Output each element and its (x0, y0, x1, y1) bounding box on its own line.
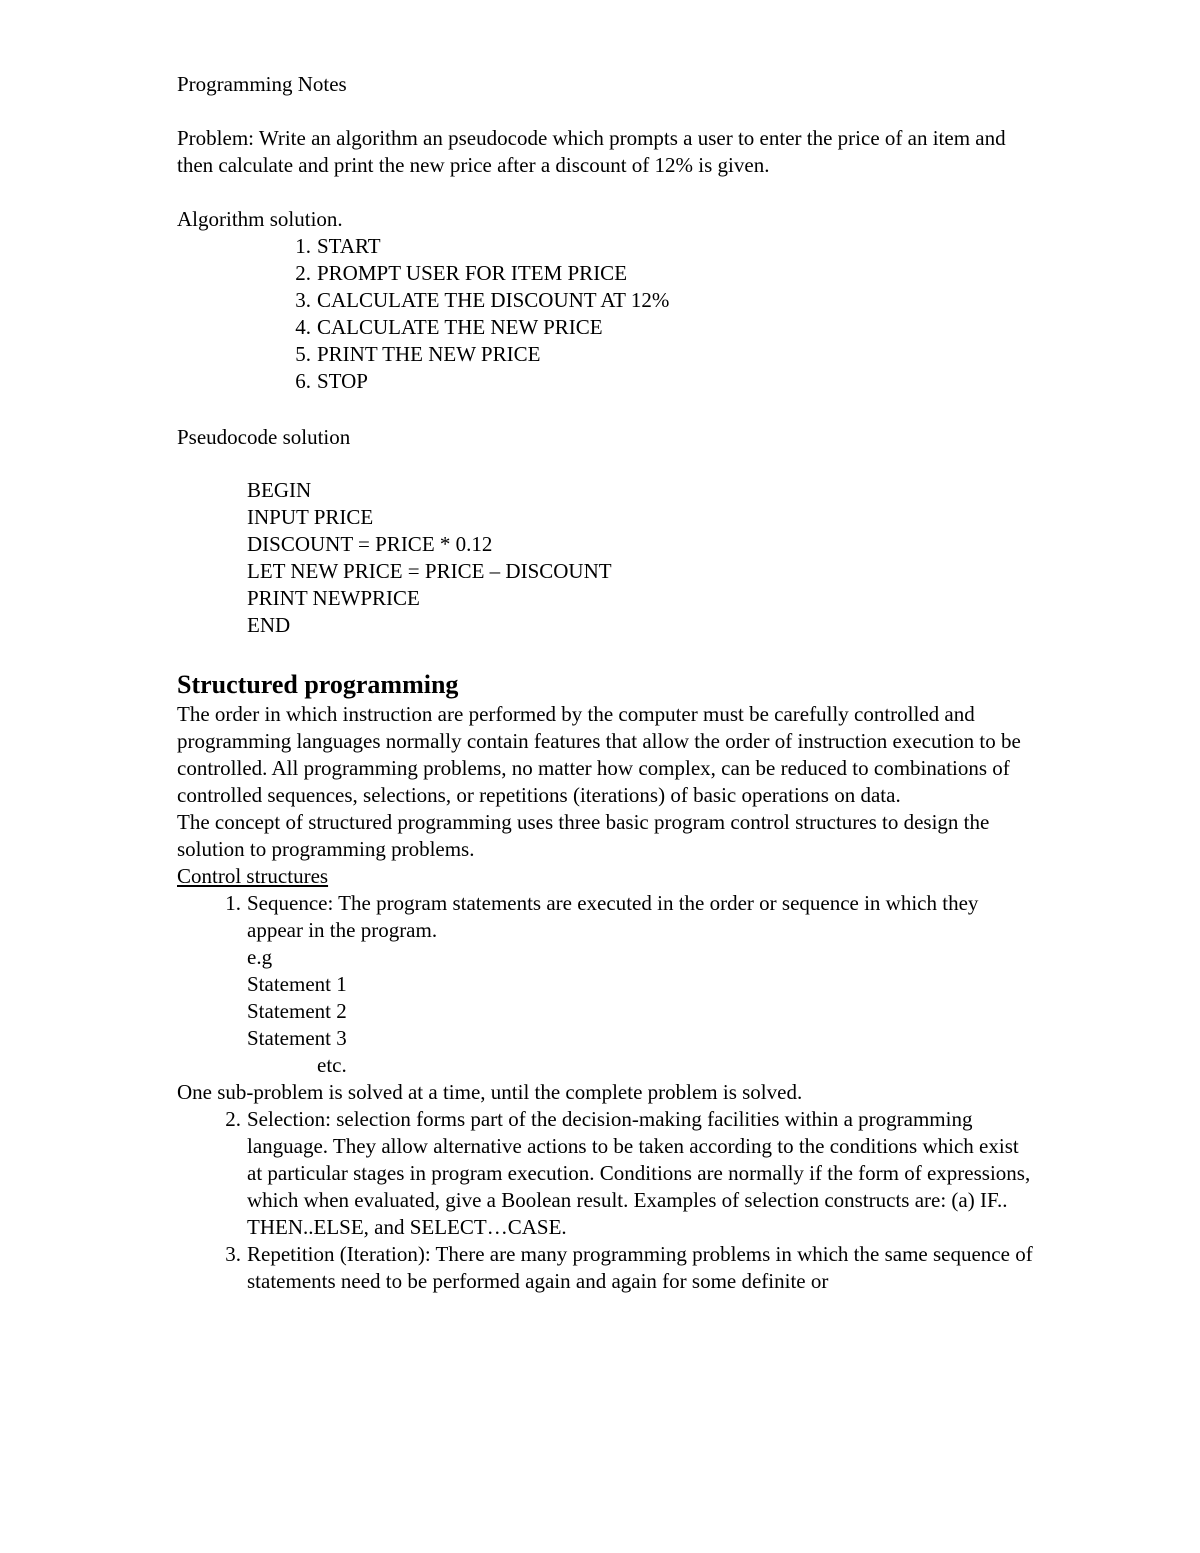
step-text: START (317, 234, 381, 258)
step-text: CALCULATE THE NEW PRICE (317, 315, 603, 339)
step-number: 2. (295, 261, 311, 285)
step-number: 4. (295, 315, 311, 339)
list-item (225, 1241, 1037, 1295)
example-statement: Statement 2 (247, 999, 347, 1023)
paragraph: The concept of structured programming uses three basic program control structures to design the solution to programming problems. (177, 810, 990, 861)
pseudocode-line: PRINT NEWPRICE (247, 586, 420, 610)
pseudocode-line: BEGIN (247, 478, 312, 502)
pseudocode-line: DISCOUNT = PRICE * 0.12 (247, 532, 493, 556)
control-structures-list (177, 890, 1037, 1079)
algorithm-step (295, 341, 1037, 368)
algorithm-steps (177, 233, 1037, 395)
pseudocode-line: INPUT PRICE (247, 505, 374, 529)
step-text: CALCULATE THE DISCOUNT AT 12% (317, 288, 670, 312)
sub-problem-note: One sub-problem is solved at a time, until the complete problem is solved. (177, 1080, 803, 1104)
pseudocode-line: LET NEW PRICE = PRICE – DISCOUNT (247, 559, 612, 583)
item-text: Repetition (Iteration): There are many programming problems in which the same sequence of statements need to be performed again and again for some definite or (247, 1242, 1033, 1293)
algorithm-step (295, 314, 1037, 341)
pseudocode-block (177, 477, 1037, 639)
item-text: Selection: selection forms part of the decision-making facilities within a programming language. They allow alternative actions to be taken according to the conditions which exist at particular stages in program execution. Conditions are normally if the form of expressions, which when evaluated, give a Boolean result. Examples of selection constructs are: (a) IF.. THEN..ELSE, and SELECT…CASE. (247, 1107, 1031, 1239)
pseudocode-heading: Pseudocode solution (177, 425, 351, 449)
step-text: STOP (317, 369, 368, 393)
algorithm-step (295, 233, 1037, 260)
item-number: 1. (225, 891, 241, 915)
example-statement: Statement 3 (247, 1026, 347, 1050)
paragraph: The order in which instruction are performed by the computer must be carefully controlled and programming languages normally contain features that allow the order of instruction execution to be controlled. All programming problems, no matter how complex, can be reduced to combinations of controlled sequences, selections, or repetitions (iterations) of basic operations on data. (177, 702, 1021, 807)
pseudocode-line: END (247, 613, 291, 637)
step-number: 6. (295, 369, 311, 393)
document-title: Programming Notes (177, 72, 347, 96)
step-number: 1. (295, 234, 311, 258)
step-number: 5. (295, 342, 311, 366)
item-number: 3. (225, 1242, 241, 1266)
problem-statement: Problem: Write an algorithm an pseudocode which prompts a user to enter the price of an item and then calculate and print the new price after a discount of 12% is given. (177, 126, 1006, 177)
document-page (177, 71, 1037, 1295)
algorithm-step (295, 368, 1037, 395)
example-statement: Statement 1 (247, 972, 347, 996)
example-label: e.g (247, 945, 273, 969)
item-text: Sequence: The program statements are executed in the order or sequence in which they appear in the program. (247, 891, 979, 942)
algorithm-step (295, 287, 1037, 314)
algorithm-heading: Algorithm solution. (177, 207, 343, 231)
algorithm-step (295, 260, 1037, 287)
control-structures-list-continued (177, 1106, 1037, 1295)
item-number: 2. (225, 1107, 241, 1131)
example-etc: etc. (317, 1053, 347, 1077)
step-number: 3. (295, 288, 311, 312)
section-heading: Structured programming (177, 670, 459, 699)
step-text: PRINT THE NEW PRICE (317, 342, 541, 366)
list-item (225, 890, 1037, 1079)
control-structures-heading: Control structures (177, 864, 329, 888)
step-text: PROMPT USER FOR ITEM PRICE (317, 261, 628, 285)
list-item (225, 1106, 1037, 1241)
